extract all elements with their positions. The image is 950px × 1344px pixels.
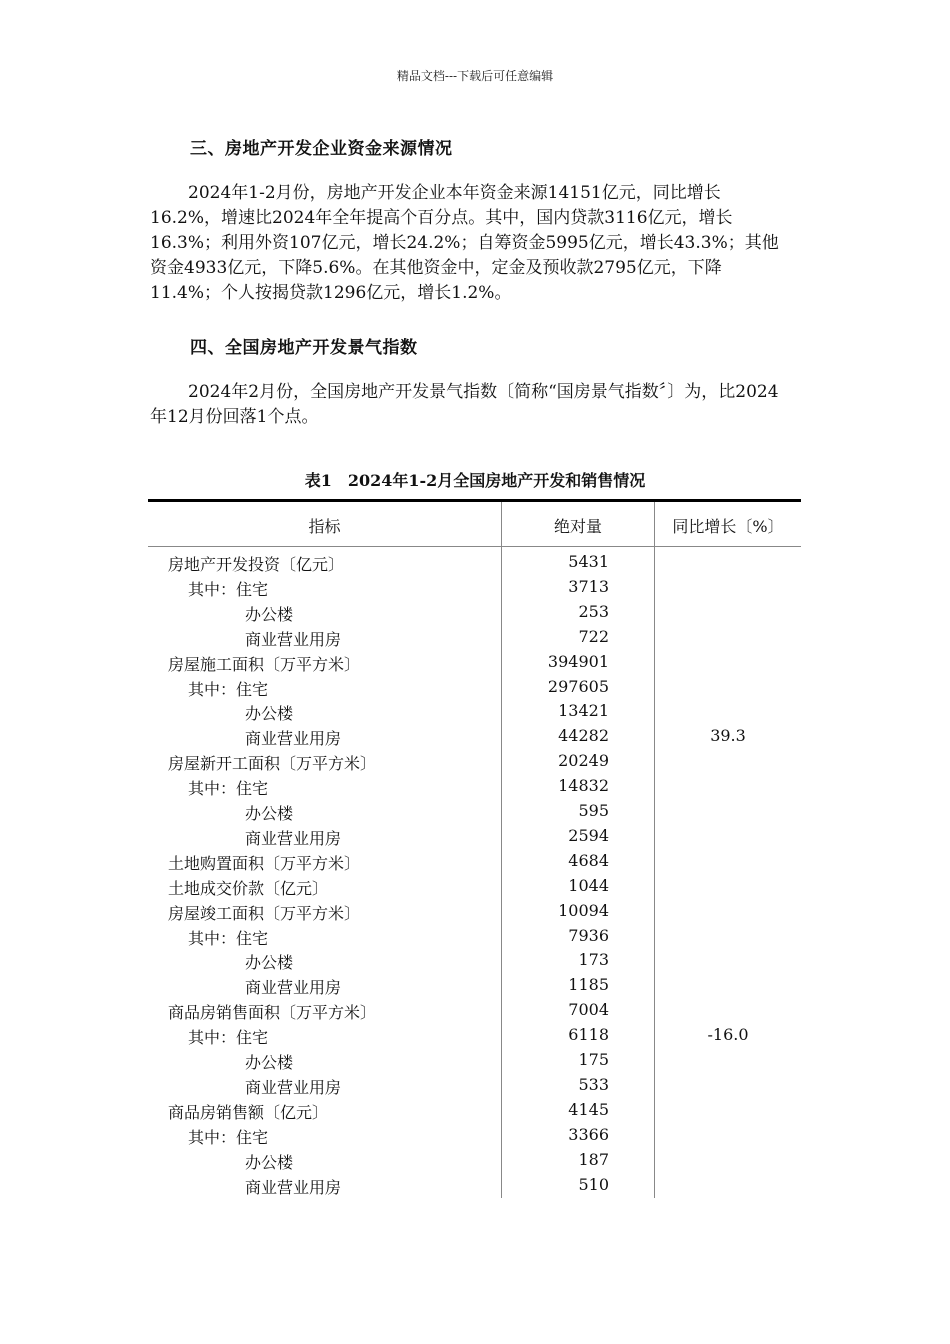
header-yoy-growth: 同比增长〔%〕 — [672, 517, 784, 536]
yoy-growth-value: 39.3 — [710, 726, 746, 746]
row-indicator: 办公楼 — [245, 953, 294, 973]
row-indicator: 商业营业用房 — [245, 629, 342, 649]
section-4-text: 2024年2月份，全国房地产开发景气指数〔简称“国房景气指数〞〕为，比2024年12月份回落1个点。 — [150, 382, 779, 427]
header-note: 精品文档---下载后可任意编辑 — [396, 69, 554, 83]
table-row — [148, 574, 801, 599]
table-row — [148, 698, 801, 723]
data-table — [148, 499, 801, 1198]
table-row — [148, 997, 801, 1022]
row-value: 6118 — [568, 1025, 609, 1045]
row-indicator: 商业营业用房 — [245, 828, 342, 848]
row-value: 297605 — [547, 676, 609, 696]
row-indicator: 土地购置面积〔万平方米〕 — [168, 853, 361, 873]
table-row — [148, 1047, 801, 1072]
row-indicator: 其中：住宅 — [188, 1127, 269, 1147]
row-value: 4684 — [568, 850, 609, 870]
section-4-heading: 四、全国房地产开发景气指数 — [190, 338, 418, 358]
table-body — [148, 547, 801, 1198]
row-indicator: 办公楼 — [245, 1053, 294, 1072]
row-value: 20249 — [558, 751, 609, 771]
row-value: 10094 — [558, 900, 609, 920]
row-value: 13421 — [558, 701, 609, 721]
table-row — [148, 1147, 801, 1172]
row-value: 2594 — [568, 825, 609, 845]
row-indicator: 其中：住宅 — [188, 679, 269, 699]
table-row — [148, 1072, 801, 1097]
row-indicator: 商业营业用房 — [245, 1177, 342, 1197]
section-3-paragraph — [150, 181, 790, 306]
table-row — [148, 848, 801, 873]
row-indicator: 房屋竣工面积〔万平方米〕 — [168, 903, 361, 923]
row-indicator: 其中：住宅 — [188, 579, 269, 599]
row-value: 5431 — [568, 552, 609, 571]
table-row — [148, 947, 801, 972]
table-row — [148, 873, 801, 898]
table-row — [148, 1122, 801, 1147]
row-value: 1044 — [568, 875, 609, 895]
header-absolute-value: 绝对量 — [553, 517, 602, 536]
row-indicator: 房屋施工面积〔万平方米〕 — [168, 654, 361, 674]
column-divider — [654, 502, 655, 546]
row-value: 510 — [578, 1174, 609, 1194]
table-row — [148, 674, 801, 699]
row-value: 44282 — [558, 726, 609, 746]
row-indicator: 办公楼 — [245, 704, 294, 724]
table-row — [148, 1097, 801, 1122]
table-row — [148, 549, 801, 574]
row-indicator: 其中：住宅 — [188, 1028, 269, 1048]
table-row — [148, 773, 801, 798]
row-value: 175 — [578, 1050, 609, 1069]
table-row — [148, 1172, 801, 1197]
row-value: 595 — [578, 801, 609, 820]
section-3-heading: 三、房地产开发企业资金来源情况 — [190, 139, 453, 159]
row-value: 7004 — [568, 1000, 609, 1020]
table-row — [148, 798, 801, 823]
row-indicator: 其中：住宅 — [188, 928, 269, 948]
row-indicator: 房地产开发投资〔亿元〕 — [168, 555, 345, 574]
table-title: 表1 2024年1-2月全国房地产开发和销售情况 — [304, 471, 646, 490]
row-indicator: 办公楼 — [245, 604, 294, 624]
row-value: 3713 — [568, 576, 609, 596]
row-value: 173 — [578, 950, 609, 970]
column-divider — [501, 502, 502, 546]
row-indicator: 商业营业用房 — [245, 729, 342, 749]
row-indicator: 商业营业用房 — [245, 1077, 342, 1097]
row-value: 253 — [578, 601, 609, 621]
row-indicator: 土地成交价款〔亿元〕 — [168, 878, 329, 898]
row-indicator: 商品房销售额〔亿元〕 — [168, 1102, 329, 1122]
row-value: 14832 — [558, 776, 609, 796]
table-row — [148, 972, 801, 997]
yoy-growth-value: -16.0 — [707, 1025, 749, 1045]
table-row — [148, 748, 801, 773]
table-row — [148, 649, 801, 674]
header-indicator: 指标 — [308, 517, 341, 536]
row-indicator: 办公楼 — [245, 804, 294, 823]
row-value: 1185 — [568, 975, 609, 995]
row-value: 4145 — [568, 1099, 609, 1119]
table-row — [148, 923, 801, 948]
row-value: 3366 — [568, 1124, 609, 1144]
table-row — [148, 599, 801, 624]
table-row — [148, 898, 801, 923]
row-value: 533 — [578, 1074, 609, 1094]
row-indicator: 商业营业用房 — [245, 978, 342, 998]
table-row — [148, 624, 801, 649]
row-indicator: 房屋新开工面积〔万平方米〕 — [168, 754, 377, 774]
table-row — [148, 823, 801, 848]
section-4-paragraph — [150, 380, 790, 430]
table-header-row — [148, 499, 801, 547]
row-indicator: 商品房销售面积〔万平方米〕 — [168, 1003, 377, 1023]
row-value: 187 — [578, 1149, 609, 1169]
row-indicator: 其中：住宅 — [188, 779, 269, 799]
row-indicator: 办公楼 — [245, 1152, 294, 1172]
row-value: 722 — [578, 626, 609, 646]
row-value: 394901 — [547, 651, 609, 671]
row-value: 7936 — [568, 925, 609, 945]
section-3-text: 2024年1-2月份，房地产开发企业本年资金来源14151亿元，同比增长16.2%，增速比2024年全年提高个百分点。其中，国内贷款3116亿元，增长16.3%；利用外资107亿元，增长24.2%；自筹资金5995亿元，增长43.3%；其他资金4933亿元，下降5.6%。在其他资金中，定金及预收款2795亿元，下降11.4%；个人按揭贷款1296亿元，增长1.2%。 — [150, 183, 779, 303]
